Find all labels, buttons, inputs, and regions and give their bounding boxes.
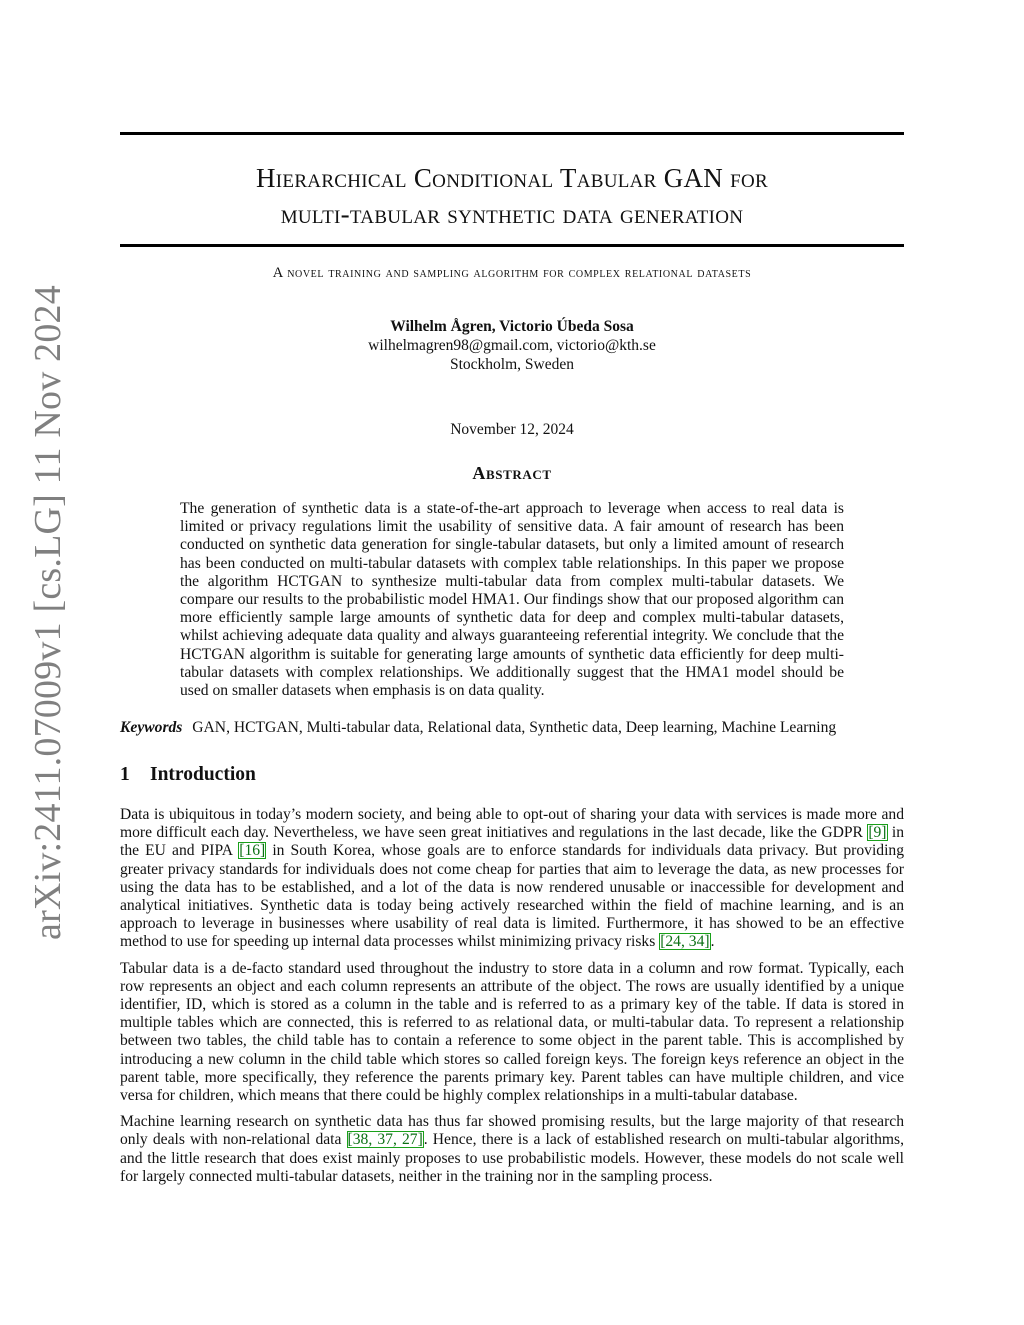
paper-subtitle: A novel training and sampling algorithm for complex relational datasets bbox=[272, 265, 752, 281]
paragraph-text: in the EU and PIPA bbox=[120, 824, 905, 860]
citation-link[interactable]: [38, 37, 27] bbox=[347, 1131, 423, 1149]
paper-title bbox=[120, 160, 904, 232]
arxiv-identifier: arXiv:2411.07009v1 [cs.LG] 11 Nov 2024 bbox=[27, 285, 69, 940]
title-line-1: Hierarchical Conditional Tabular GAN for bbox=[256, 163, 768, 193]
citation-link[interactable]: [24, 34] bbox=[660, 933, 710, 951]
title-line-2: multi-tabular synthetic data generation bbox=[280, 199, 744, 229]
section-title: Introduction bbox=[150, 764, 256, 785]
title-top-rule bbox=[120, 132, 904, 135]
introduction-body bbox=[120, 806, 904, 1194]
keywords-label: Keywords bbox=[120, 719, 183, 736]
keywords-line bbox=[120, 719, 904, 737]
paragraph-text: . Hence, there is a lack of established research on multi-tabular algorithms, and the little research that does exist mainly proposes to use probabilistic models. However, these models do not scale well for largely connected multi-tabular datasets, neither in the training nor in the sampling process. bbox=[120, 1131, 905, 1185]
citation-link[interactable]: [16] bbox=[239, 842, 266, 860]
paragraph-2: Tabular data is a de-facto standard used throughout the industry to store data in a column and row format. Typically, each row represents an object and each column represents an attribute of the object. The rows are usually identified by a unique identifier, ID, which is stored as a column in the table and is referred to as a primary key of the table. If data is stored in multiple tables which are connected, this is referred to as relational data, or multi-tabular data. To represent a relationship between two tables, the child table has to contain a reference to some object in the parent table. This is accomplished by introducing a new column in the child table which stores so called foreign keys. The foreign keys reference an object in the parent table, more specifically, they reference the parents primary key. Parent tables can have multiple children, and vice versa for children, which means that there could be highly complex relationships in a multi-tabular database. bbox=[120, 959, 904, 1105]
abstract-heading: Abstract bbox=[472, 463, 552, 483]
paper-date: November 12, 2024 bbox=[450, 421, 574, 438]
keywords-text: GAN, HCTGAN, Multi-tabular data, Relational data, Synthetic data, Deep learning, Machine Learning bbox=[192, 719, 837, 736]
section-number: 1 bbox=[120, 764, 130, 785]
paragraph-3 bbox=[120, 1113, 904, 1186]
title-bottom-rule bbox=[120, 244, 904, 247]
author-names: Wilhelm Ågren, Victorio Úbeda Sosa bbox=[390, 318, 634, 335]
paragraph-text: in South Korea, whose goals are to enforce standards for individuals data privacy. But providing greater privacy standards for individuals does not come cheap for parties that aim to leverage the data, as new processes for using the data has to be established, and a lot of the data is now rendered unusable or inaccessible for development and analytical initiatives. Synthetic data is today being actively researched within the field of machine learning, and is an approach to leverage in businesses where usability of real data is limited. Furthermore, it has showed to be an effective method to use for speeding up internal data processes whilst minimizing privacy risks bbox=[120, 842, 904, 951]
paragraph-1 bbox=[120, 806, 904, 952]
paragraph-text: . bbox=[710, 933, 715, 951]
author-location: Stockholm, Sweden bbox=[450, 356, 574, 373]
paragraph-text: Data is ubiquitous in today’s modern society, and being able to opt-out of sharing your data with services is made more and more difficult each day. Nevertheless, we have seen great initiatives and regulations in the last decade, like the GDPR bbox=[120, 806, 904, 842]
abstract-text: The generation of synthetic data is a state-of-the-art approach to leverage when access to real data is limited or privacy regulations limit the usability of sensitive data. A fair amount of research has been conducted on synthetic data generation for single-tabular datasets, but only a limited amount of research has been conducted on multi-tabular datasets with complex table relationships. In this paper we propose the algorithm HCTGAN to synthesize multi-tabular data from complex multi-tabular datasets. We compare our results to the probabilistic model HMA1. Our findings show that our proposed algorithm can more efficiently sample large amounts of synthetic data for deep and complex multi-tabular datasets, whilst achieving adequate data quality and always guaranteeing referential integrity. We conclude that the HCTGAN algorithm is suitable for generating large amounts of synthetic data efficiently for deep multi-tabular datasets with complex relationships. We additionally suggest that the HMA1 model should be used on smaller datasets when emphasis is on data quality. bbox=[180, 500, 844, 700]
author-emails: wilhelmagren98@gmail.com, victorio@kth.se bbox=[368, 337, 656, 354]
author-block bbox=[120, 317, 904, 374]
paragraph-text: Machine learning research on synthetic data has thus far showed promising results, but the large majority of that research only deals with non-relational data bbox=[120, 1113, 904, 1149]
section-heading-introduction bbox=[120, 764, 256, 786]
citation-link[interactable]: [9] bbox=[868, 824, 887, 842]
